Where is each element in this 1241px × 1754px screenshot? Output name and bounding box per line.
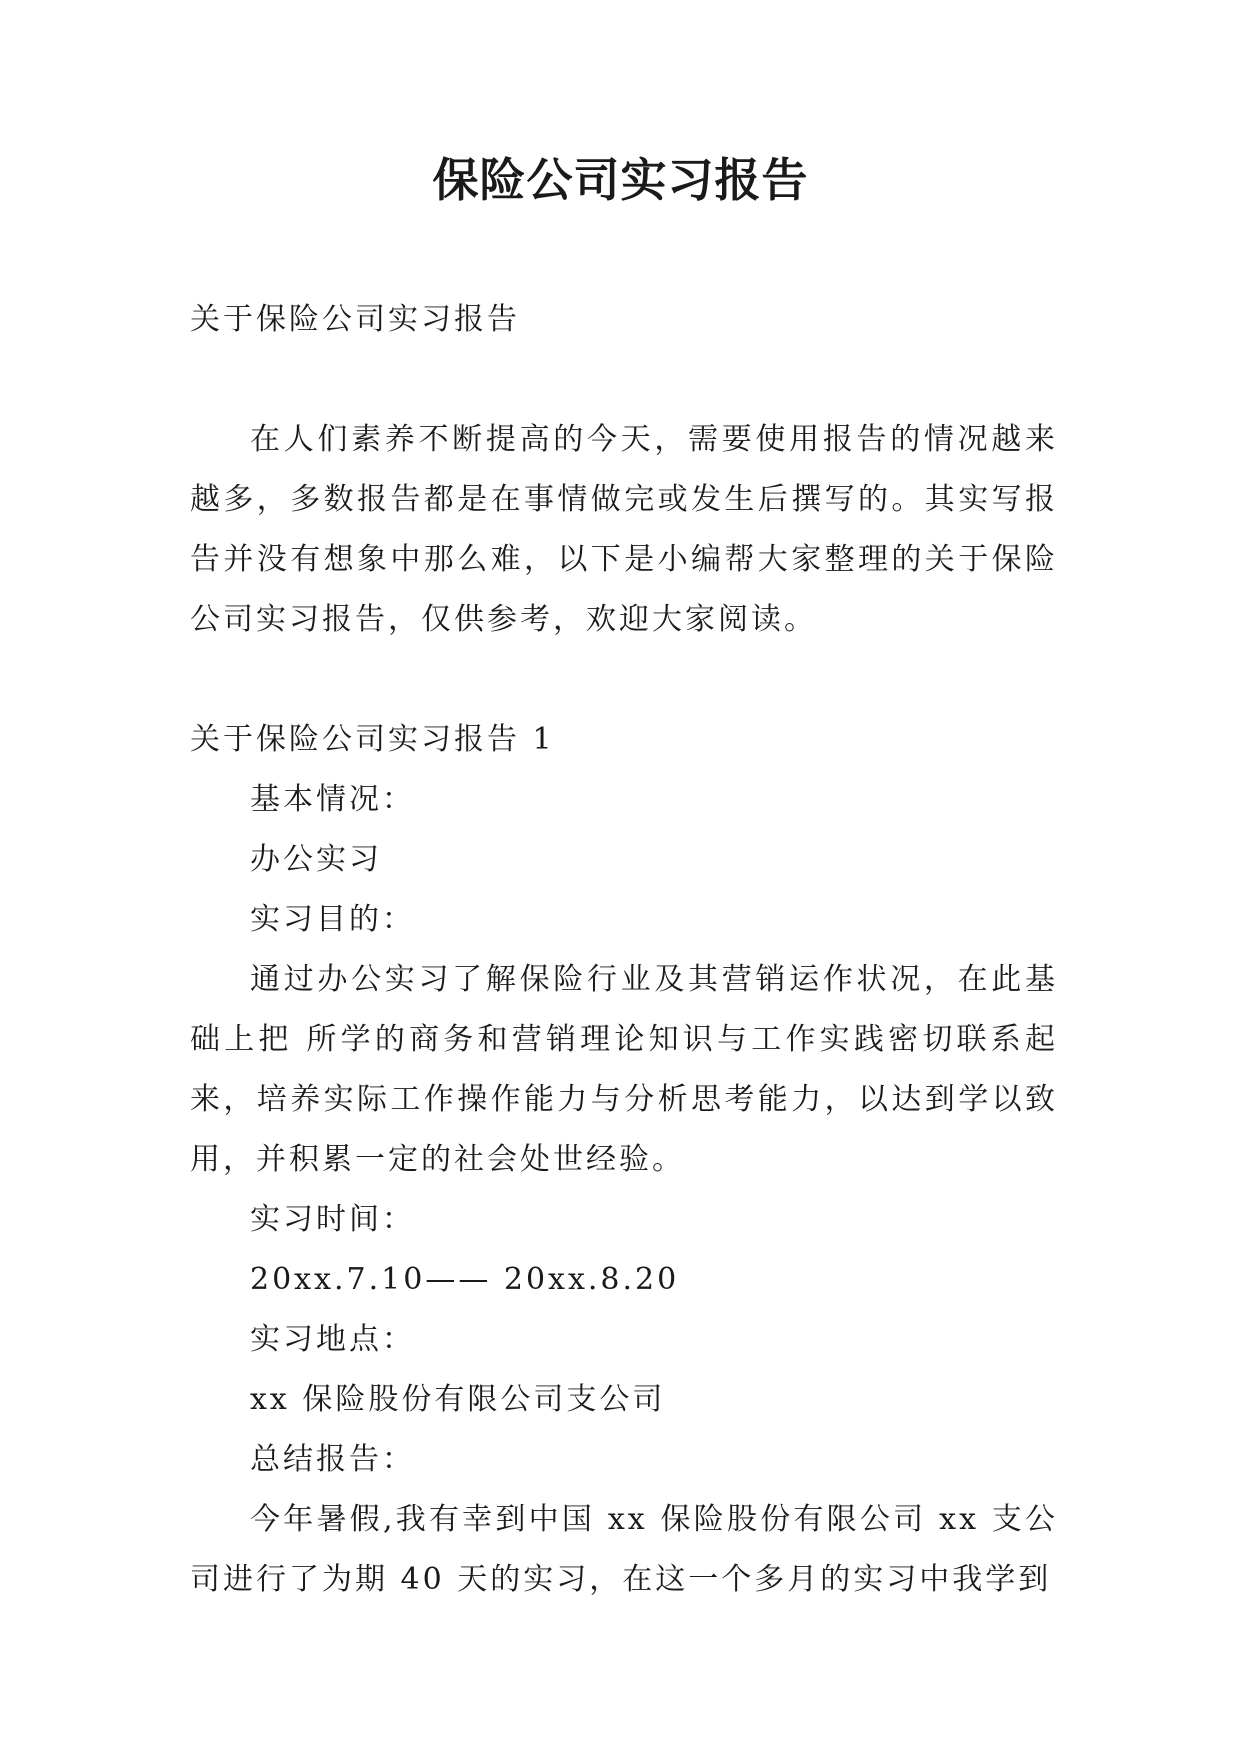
basic-label: 基本情况：: [250, 782, 415, 817]
place-value: xx 保险股份有限公司支公司: [250, 1382, 666, 1417]
summary-paragraph: 今年暑假,我有幸到中国 xx 保险股份有限公司 xx 支公司进行了为期 40 天的实习，在这一个多月的实习中我学到: [190, 1502, 1058, 1597]
time-value: 20xx.7.10—— 20xx.8.20: [250, 1262, 680, 1297]
document-subtitle: 关于保险公司实习报告: [190, 302, 520, 337]
place-label: 实习地点：: [250, 1322, 415, 1357]
section-heading: 关于保险公司实习报告 1: [190, 722, 555, 757]
purpose-paragraph: 通过办公实习了解保险行业及其营销运作状况，在此基础上把 所学的商务和营销理论知识与工作实践密切联系起来，培养实际工作操作能力与分析思考能力，以达到学以致用，并积累一定的社会处世经验。: [190, 962, 1058, 1177]
document-body: [190, 290, 1058, 1610]
intro-paragraph: 在人们素养不断提高的今天，需要使用报告的情况越来越多，多数报告都是在事情做完或发生后撰写的。其实写报告并没有想象中那么难，以下是小编帮大家整理的关于保险公司实习报告，仅供参考，欢迎大家阅读。: [190, 422, 1058, 637]
time-label: 实习时间：: [250, 1202, 415, 1237]
summary-label: 总结报告：: [250, 1442, 415, 1477]
purpose-label: 实习目的：: [250, 902, 415, 937]
basic-value: 办公实习: [250, 842, 382, 877]
document-title: 保险公司实习报告: [432, 153, 809, 207]
